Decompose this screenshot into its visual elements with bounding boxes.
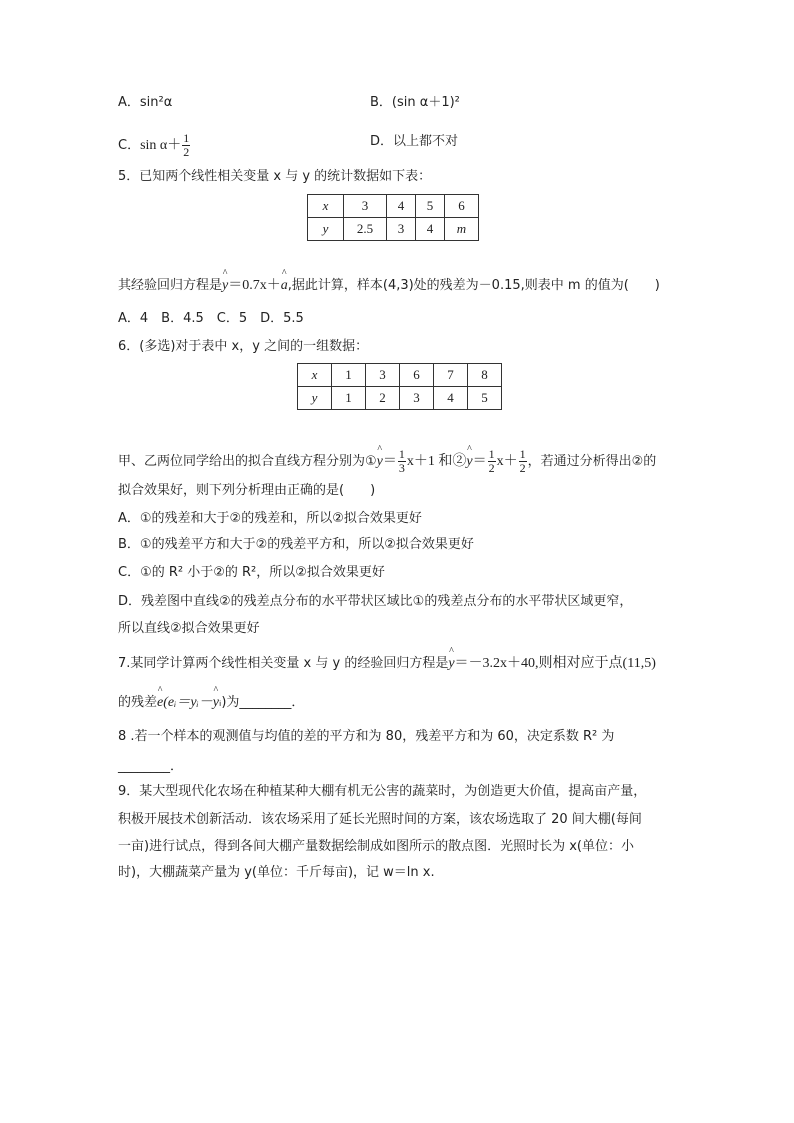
table-cell: m	[445, 218, 479, 241]
q4-option-a: A．sin²α	[118, 95, 173, 110]
q6-eq2-fraction	[488, 448, 496, 475]
q7-line2-c: ᵢ)为________．	[219, 695, 305, 710]
table-cell: 4	[387, 195, 416, 218]
q5-options: A．4 B．4.5 C．5 D．5.5	[118, 311, 304, 326]
q8-line1: 8 .若一个样本的观测值与均值的差的平方和为 80，残差平方和为 60，决定系数 R² 为	[118, 729, 615, 744]
q6-eq2-fraction-2	[519, 448, 527, 475]
table-cell: 8	[468, 364, 502, 387]
table-cell: 1	[332, 387, 366, 410]
q8-line2: ________．	[118, 759, 184, 774]
table-row	[308, 195, 479, 218]
q7-line2	[118, 693, 304, 713]
table-cell: 3	[387, 218, 416, 241]
table-cell: y	[298, 387, 332, 410]
table-cell: 3	[344, 195, 387, 218]
fraction-denominator: 2	[183, 145, 190, 159]
q6-eq1-fraction	[398, 448, 406, 475]
q6-equations-line	[118, 448, 656, 475]
q9-line4: 时)，大棚蔬菜产量为 y(单位：千斤每亩)，记 w＝ln x.	[118, 865, 435, 880]
q6-stem: 6．(多选)对于表中 x，y 之间的一组数据：	[118, 339, 369, 354]
q7-line1-b: ＝－3.2x＋40,则相对应于点(11,5)	[454, 656, 656, 671]
q5-data-table	[307, 194, 479, 241]
fraction-numerator: 1	[488, 447, 495, 461]
q7-line2-b: ᵢ＝yᵢ－	[174, 695, 213, 710]
table-cell: y	[308, 218, 344, 241]
q5-text-before: 其经验回归方程是	[118, 278, 223, 293]
table-cell: 6	[445, 195, 479, 218]
q6-option-d-line2: 所以直线②拟合效果更好	[118, 621, 260, 636]
table-row	[308, 218, 479, 241]
table-cell: 3	[400, 387, 434, 410]
q4-option-c-prefix: C．	[118, 138, 141, 153]
e-hat-symbol: ^ e	[157, 693, 163, 713]
q6-option-a: A．①的残差和大于②的残差和，所以②拟合效果更好	[118, 511, 422, 526]
q9-line3: 一亩)进行试点，得到各间大棚产量数据绘制成如图所示的散点图．光照时长为 x(单位：小	[118, 839, 634, 854]
fraction-numerator: 1	[183, 131, 190, 145]
q9-line1: 9．某大型现代化农场在种植某种大棚有机无公害的蔬菜时，为创造更大价值，提高亩产量，	[118, 784, 647, 799]
q6-option-d-line1: D．残差图中直线②的残差点分布的水平带状区域比①的残差点分布的水平带状区域更窄，	[118, 594, 633, 609]
q5-text-after: ,据此计算，样本(4,3)处的残差为－0.15,则表中 m 的值为( )	[287, 278, 660, 293]
y-hat-symbol: ^ y	[222, 276, 228, 296]
fraction-numerator: 1	[398, 447, 405, 461]
table-cell: 1	[332, 364, 366, 387]
fraction-denominator: 3	[398, 461, 405, 475]
table-cell: 6	[400, 364, 434, 387]
q6-eq1-tail: x＋1 和②	[406, 454, 467, 469]
a-hat-symbol: ^ a	[281, 276, 288, 296]
fraction-numerator: 1	[519, 447, 526, 461]
table-cell: 2.5	[344, 218, 387, 241]
y-hat-symbol: ^ y	[448, 654, 454, 674]
table-cell: 5	[416, 195, 445, 218]
table-row	[298, 387, 502, 410]
q4-option-c	[118, 132, 191, 159]
q5-stem: 5．已知两个线性相关变量 x 与 y 的统计数据如下表：	[118, 169, 432, 184]
q6-eq2-middle: x＋	[496, 454, 518, 469]
q6-option-b: B．①的残差平方和大于②的残差平方和，所以②拟合效果更好	[118, 537, 474, 552]
table-cell: 5	[468, 387, 502, 410]
table-row	[298, 364, 502, 387]
table-cell: 3	[366, 364, 400, 387]
q5-equation-middle: ＝0.7x＋	[228, 278, 281, 293]
table-cell: 4	[434, 387, 468, 410]
q4-option-b: B．(sin α＋1)²	[370, 95, 460, 110]
q7-line1-a: 7.某同学计算两个线性相关变量 x 与 y 的经验回归方程是	[118, 656, 449, 671]
q9-line2: 积极开展技术创新活动．该农场采用了延长光照时间的方案，该农场选取了 20 间大棚(每间	[118, 812, 642, 827]
q6-eq1-equals: ＝	[382, 454, 397, 469]
table-cell: 7	[434, 364, 468, 387]
q6-data-table	[297, 363, 502, 410]
q4-option-c-fraction	[182, 132, 190, 159]
y-hat-symbol: ^ y	[466, 452, 472, 472]
q7-residual-open: (e	[163, 695, 175, 710]
q4-option-c-expr: sin α＋	[140, 138, 182, 153]
y-hat-symbol: ^ y	[213, 693, 219, 713]
fraction-denominator: 2	[519, 461, 526, 475]
q4-option-d: D．以上都不对	[370, 134, 459, 149]
q7-line2-a: 的残差	[118, 695, 158, 710]
table-cell: x	[298, 364, 332, 387]
q6-line2: 拟合效果好，则下列分析理由正确的是( )	[118, 483, 376, 498]
fraction-denominator: 2	[488, 461, 495, 475]
q6-eq2-equals: ＝	[472, 454, 487, 469]
table-cell: x	[308, 195, 344, 218]
q6-line1-b: ，若通过分析得出②的	[527, 454, 657, 469]
table-cell: 2	[366, 387, 400, 410]
q7-line1	[118, 654, 656, 674]
q5-equation-line	[118, 276, 660, 296]
q6-line1-a: 甲、乙两位同学给出的拟合直线方程分别为①	[118, 454, 377, 469]
q6-option-c: C．①的 R² 小于②的 R²，所以②拟合效果更好	[118, 565, 385, 580]
y-hat-symbol: ^ y	[377, 452, 383, 472]
table-cell: 4	[416, 218, 445, 241]
